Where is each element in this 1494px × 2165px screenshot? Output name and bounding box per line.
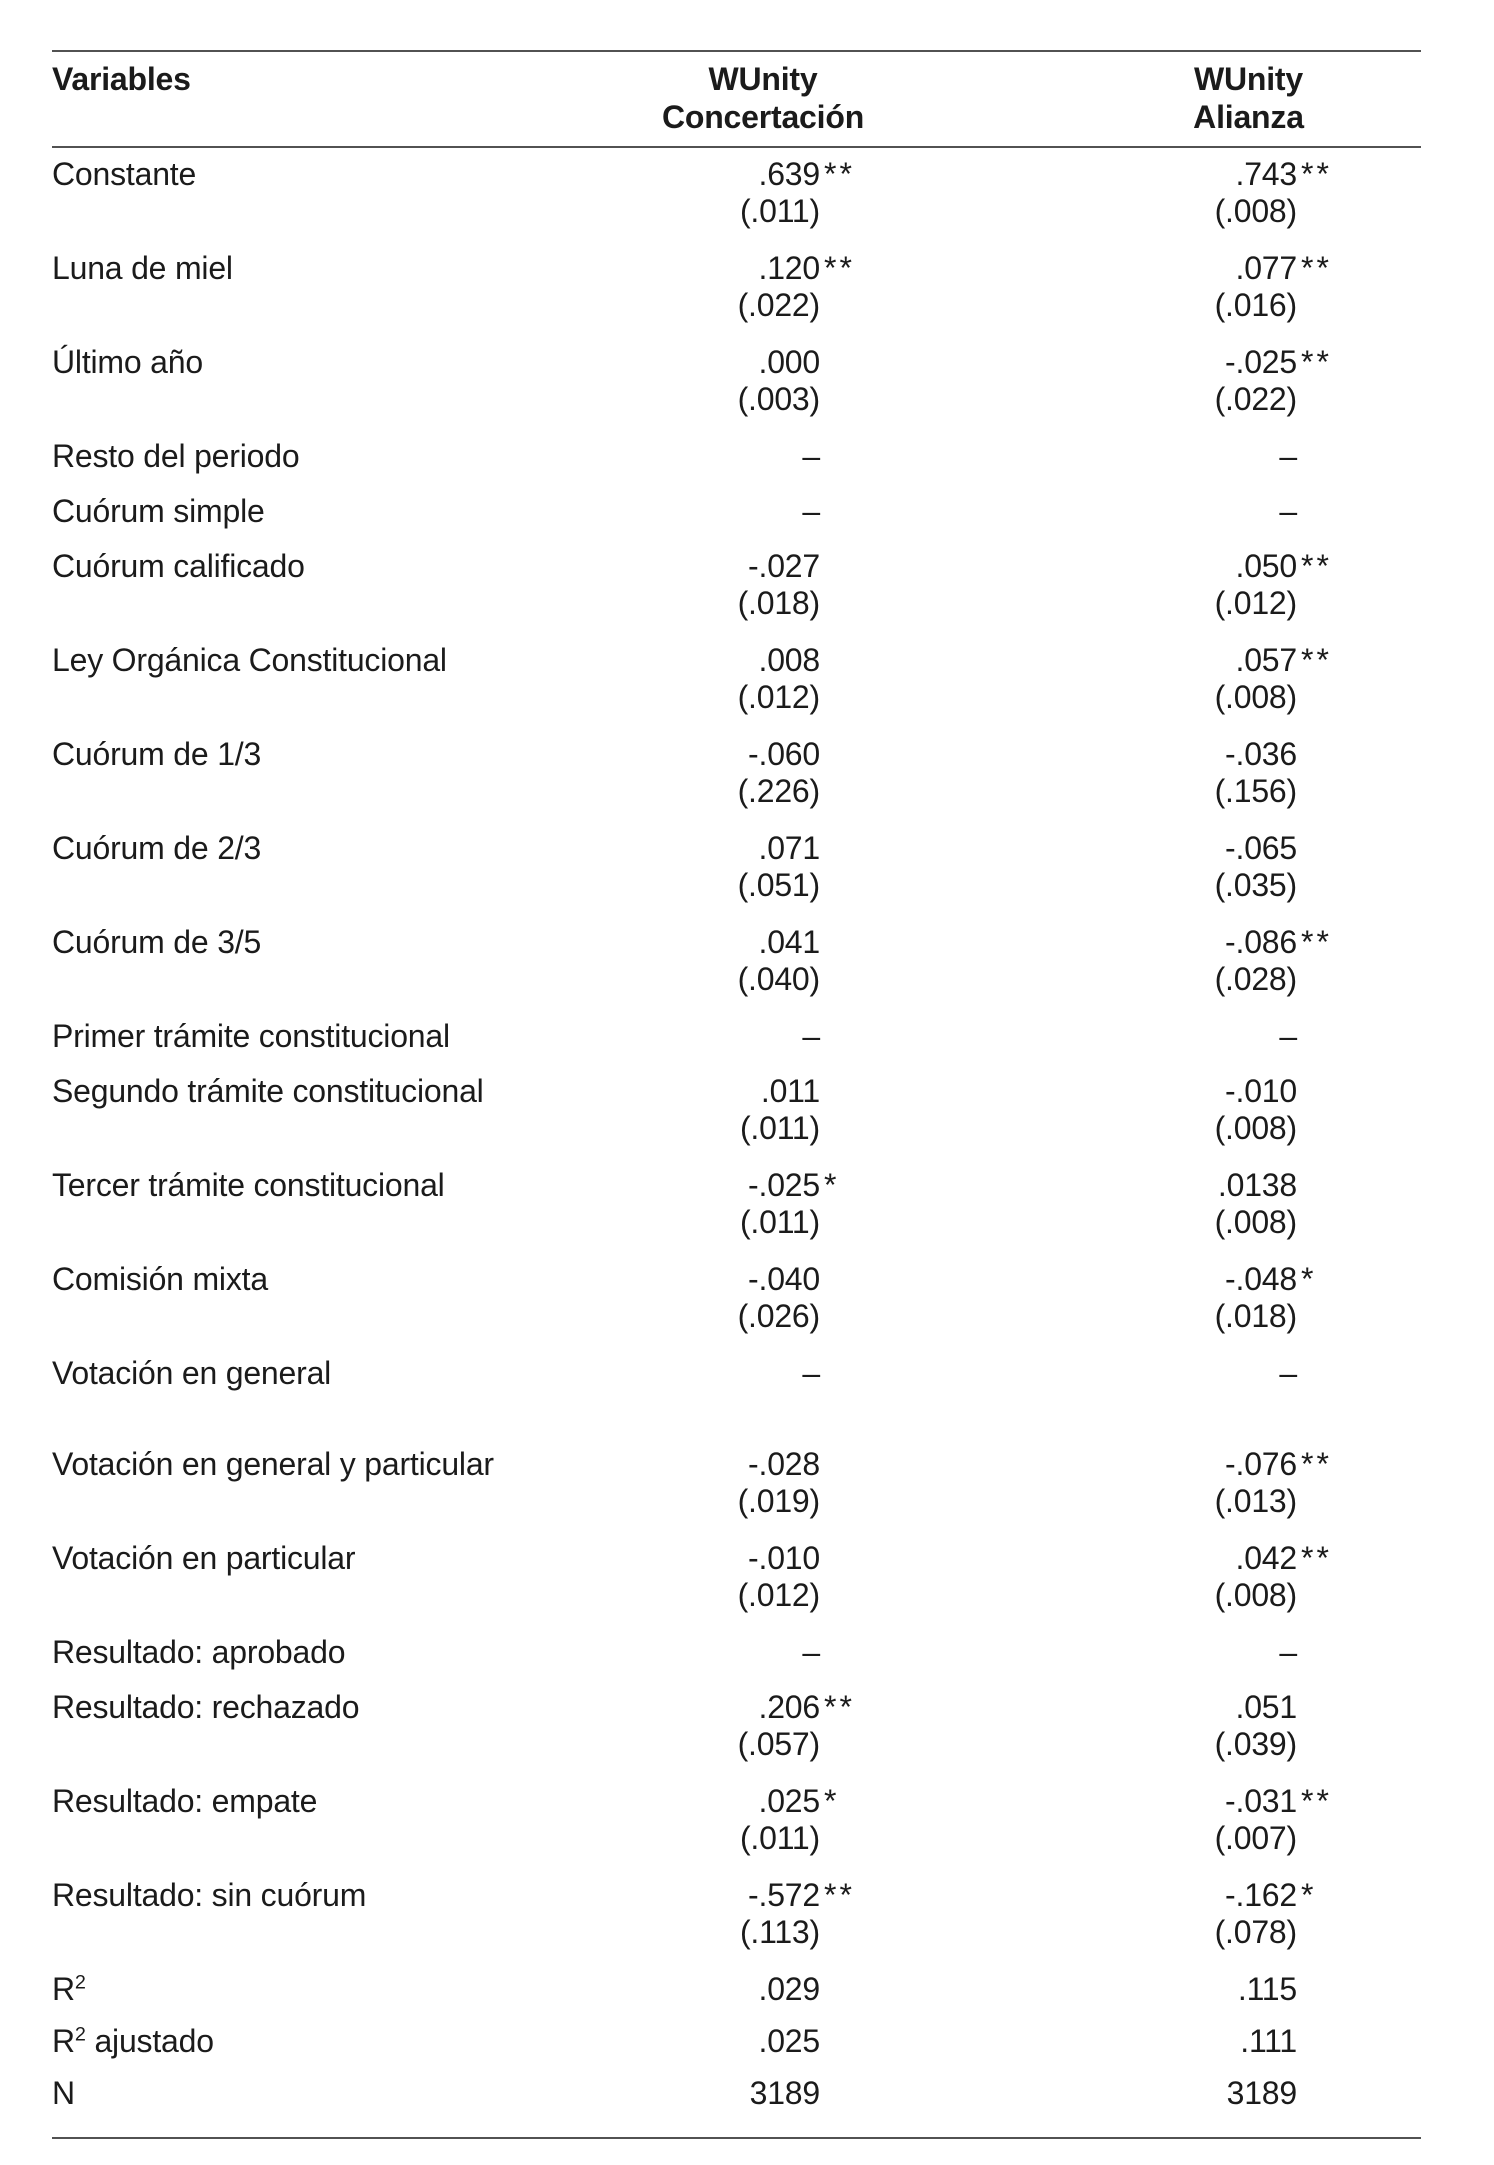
coefficient-line: -.025 * [748, 1167, 840, 1203]
value-cell-alianza [820, 642, 1421, 716]
coefficient-value: – [802, 1634, 820, 1670]
standard-error: (.035) [1214, 867, 1297, 903]
table-row [52, 830, 1421, 904]
coefficient-line [820, 2023, 1297, 2060]
variable-label: Resto del periodo [52, 438, 300, 474]
table-row [52, 1971, 1421, 2008]
coefficient-value: – [1279, 438, 1297, 474]
standard-error: (.039) [1214, 1726, 1297, 1762]
coefficient-value: .025 [758, 2023, 820, 2059]
value-cell-alianza [820, 1073, 1421, 1147]
table-row [52, 2023, 1421, 2060]
coefficient-line [502, 493, 820, 530]
value-cell-alianza [820, 493, 1421, 530]
coefficient-value: .115 [1237, 1971, 1297, 2007]
coefficient-value: -.076 [1225, 1446, 1297, 1482]
coefficient-value: .042 [1235, 1540, 1297, 1576]
value-cell-alianza [820, 2023, 1421, 2060]
coefficient-line: .077 ** [1235, 250, 1332, 286]
coefficient-value: .111 [1240, 2023, 1297, 2059]
standard-error: (.012) [737, 679, 820, 715]
value-cell-alianza [820, 1877, 1421, 1951]
variable-label: Ley Orgánica Constitucional [52, 642, 447, 678]
coefficient-value: -.572 [748, 1877, 820, 1913]
variable-label: Resultado: aprobado [52, 1634, 346, 1670]
value-cell-concertacion [502, 736, 820, 810]
coefficient-value: -.010 [748, 1540, 820, 1576]
coefficient-line [502, 1446, 820, 1483]
table-row [52, 1018, 1421, 1055]
standard-error: (.028) [1214, 961, 1297, 997]
value-cell-concertacion [502, 1540, 820, 1614]
coefficient-value: -.036 [1225, 736, 1297, 772]
standard-error: (.226) [737, 773, 820, 809]
column-header-line: Concertación [661, 99, 865, 135]
value-cell-concertacion [502, 1018, 820, 1055]
regression-table [52, 50, 1421, 2139]
table-row [52, 1446, 1421, 1520]
value-cell-concertacion [502, 830, 820, 904]
coefficient-line [820, 1167, 1297, 1204]
coefficient-line [502, 1355, 820, 1392]
table-row [52, 438, 1421, 475]
standard-error: (.022) [1214, 381, 1297, 417]
value-cell-concertacion [502, 250, 855, 324]
standard-error: (.156) [1214, 773, 1297, 809]
column-header-line: WUnity [1193, 61, 1303, 97]
value-cell-alianza [820, 830, 1421, 904]
value-cell-concertacion [502, 156, 855, 230]
coefficient-line [820, 438, 1297, 475]
standard-error: (.078) [1214, 1914, 1297, 1950]
table-row [52, 493, 1421, 530]
superscript: 2 [74, 1971, 86, 1994]
value-cell-alianza [820, 736, 1421, 810]
coefficient-value: .743 [1235, 156, 1297, 192]
value-cell-concertacion [502, 924, 820, 998]
coefficient-line [502, 548, 820, 585]
standard-error: (.011) [739, 1110, 820, 1146]
coefficient-value: – [802, 438, 820, 474]
coefficient-line [820, 1689, 1297, 1726]
coefficient-line: .050 ** [1235, 548, 1332, 584]
coefficient-value: – [802, 1355, 820, 1391]
variable-label: Cuórum calificado [52, 548, 305, 584]
coefficient-line [820, 830, 1297, 867]
standard-error: (.026) [737, 1298, 820, 1334]
coefficient-value: .071 [758, 830, 820, 866]
coefficient-line: .057 ** [1235, 642, 1332, 678]
value-cell-alianza [820, 1540, 1421, 1614]
value-cell-concertacion [502, 1971, 820, 2008]
coefficient-value: -.065 [1225, 830, 1297, 866]
coefficient-line [820, 1018, 1297, 1055]
value-cell-concertacion [502, 2023, 820, 2060]
coefficient-value: -.040 [748, 1261, 820, 1297]
coefficient-line [502, 1540, 820, 1577]
standard-error: (.008) [1214, 193, 1297, 229]
value-cell-alianza [820, 1261, 1421, 1335]
variable-label: Votación en general y particular [52, 1446, 494, 1482]
coefficient-line [502, 1971, 820, 2008]
coefficient-line: .639 ** [758, 156, 855, 192]
variable-label: Segundo trámite constitucional [52, 1073, 484, 1109]
coefficient-value: -.010 [1225, 1073, 1297, 1109]
coefficient-value: – [1279, 493, 1297, 529]
standard-error: (.012) [737, 1577, 820, 1613]
value-cell-alianza [820, 250, 1421, 324]
variable-label: Primer trámite constitucional [52, 1018, 450, 1054]
coefficient-value: -.025 [1225, 344, 1297, 380]
coefficient-value: 3189 [749, 2075, 820, 2111]
coefficient-line: -.048 * [1225, 1261, 1317, 1297]
value-cell-alianza [820, 924, 1421, 998]
variable-label: Cuórum de 2/3 [52, 830, 262, 866]
variable-label: $R^2$ [52, 1971, 86, 2007]
coefficient-value: – [802, 493, 820, 529]
value-cell-concertacion [502, 438, 820, 475]
coefficient-value: .029 [758, 1971, 820, 2007]
variable-label: Votación en particular [52, 1540, 356, 1576]
coefficient-line [502, 1261, 820, 1298]
standard-error: (.011) [739, 193, 820, 229]
table-row [52, 250, 1421, 324]
value-cell-alianza [820, 2075, 1421, 2112]
table-row [52, 1634, 1421, 1671]
coefficient-value: – [802, 1018, 820, 1054]
coefficient-line [820, 736, 1297, 773]
coefficient-line [820, 493, 1297, 530]
table-row [52, 344, 1421, 418]
coefficient-value: .0138 [1217, 1167, 1297, 1203]
coefficient-line [502, 642, 820, 679]
standard-error: (.013) [1214, 1483, 1297, 1519]
table-row [52, 642, 1421, 716]
table-row [52, 1783, 1421, 1857]
coefficient-value: -.025 [748, 1167, 820, 1203]
table-row [52, 1540, 1421, 1614]
coefficient-value: .051 [1235, 1689, 1297, 1725]
coefficient-value: 3189 [1226, 2075, 1297, 2111]
table-row [52, 1261, 1421, 1335]
standard-error: (.057) [737, 1726, 820, 1762]
coefficient-line [502, 344, 820, 381]
column-header-variables: Variables [52, 61, 191, 97]
table-header-row [52, 52, 1421, 148]
coefficient-value: .050 [1235, 548, 1297, 584]
coefficient-value: .077 [1235, 250, 1297, 286]
value-cell-alianza [820, 438, 1421, 475]
variable-label: Constante [52, 156, 197, 192]
table-row [52, 1355, 1421, 1392]
standard-error: (.011) [739, 1204, 820, 1240]
coefficient-value: – [1279, 1634, 1297, 1670]
value-cell-alianza [820, 1783, 1421, 1857]
coefficient-line: .120 ** [758, 250, 855, 286]
table-row [52, 1167, 1421, 1241]
standard-error: (.008) [1214, 1577, 1297, 1613]
column-header-wunity-concertacion [604, 60, 922, 136]
coefficient-line: -.076 ** [1225, 1446, 1332, 1482]
column-header-line: Alianza [1193, 99, 1304, 135]
coefficient-line [820, 1634, 1297, 1671]
variable-label: Cuórum de 1/3 [52, 736, 262, 772]
standard-error: (.019) [737, 1483, 820, 1519]
coefficient-value: .057 [1235, 642, 1297, 678]
value-cell-concertacion [502, 1689, 855, 1763]
value-cell-concertacion [502, 642, 820, 716]
variable-label: Resultado: rechazado [52, 1689, 360, 1725]
table-row [52, 1073, 1421, 1147]
coefficient-line [502, 736, 820, 773]
standard-error: (.040) [737, 961, 820, 997]
table-row [52, 1877, 1421, 1951]
table-row [52, 2075, 1421, 2112]
value-cell-concertacion [502, 548, 820, 622]
value-cell-alianza [820, 1018, 1421, 1055]
coefficient-line: -.162 * [1225, 1877, 1317, 1913]
coefficient-line: .025 * [758, 1783, 840, 1819]
variable-label: Resultado: sin cuórum [52, 1877, 367, 1913]
coefficient-value: .025 [758, 1783, 820, 1819]
value-cell-alianza [820, 344, 1421, 418]
coefficient-value: -.027 [748, 548, 820, 584]
standard-error: (.022) [737, 287, 820, 323]
value-cell-concertacion [502, 1355, 820, 1392]
superscript: 2 [74, 2023, 86, 2046]
variable-label: Resultado: empate [52, 1783, 318, 1819]
coefficient-line [820, 1971, 1297, 2008]
coefficient-line [502, 1073, 820, 1110]
value-cell-concertacion [502, 1783, 840, 1857]
coefficient-line [502, 2023, 820, 2060]
coefficient-line [502, 438, 820, 475]
standard-error: (.018) [1214, 1298, 1297, 1334]
standard-error: (.008) [1214, 679, 1297, 715]
value-cell-alianza [820, 1446, 1421, 1520]
variable-label: N [52, 2075, 75, 2111]
coefficient-value: .000 [758, 344, 820, 380]
value-cell-concertacion [502, 2075, 820, 2112]
value-cell-alianza [820, 1355, 1421, 1392]
standard-error: (.011) [739, 1820, 820, 1856]
standard-error: (.007) [1214, 1820, 1297, 1856]
coefficient-line: -.572 ** [748, 1877, 855, 1913]
coefficient-line [502, 1018, 820, 1055]
value-cell-concertacion [502, 1446, 820, 1520]
variable-label: Último año [52, 344, 203, 380]
variable-label: Cuórum simple [52, 493, 265, 529]
coefficient-line [502, 830, 820, 867]
coefficient-line: .042 ** [1235, 1540, 1332, 1576]
value-cell-alianza [820, 548, 1421, 622]
coefficient-value: .041 [758, 924, 820, 960]
table-row [52, 548, 1421, 622]
coefficient-value: -.028 [748, 1446, 820, 1482]
value-cell-concertacion [502, 1167, 840, 1241]
table-row [52, 156, 1421, 230]
column-header-wunity-alianza [948, 60, 1494, 136]
standard-error: (.003) [737, 381, 820, 417]
table-row [52, 736, 1421, 810]
coefficient-line [820, 2075, 1297, 2112]
coefficient-value: – [1279, 1355, 1297, 1391]
coefficient-line [502, 924, 820, 961]
coefficient-line: .206 ** [758, 1689, 855, 1725]
standard-error: (.008) [1214, 1204, 1297, 1240]
coefficient-value: .120 [758, 250, 820, 286]
coefficient-line: .743 ** [1235, 156, 1332, 192]
variable-label: Luna de miel [52, 250, 233, 286]
coefficient-line [502, 2075, 820, 2112]
variable-label: Tercer trámite constitucional [52, 1167, 445, 1203]
coefficient-value: -.086 [1225, 924, 1297, 960]
coefficient-line [820, 1073, 1297, 1110]
variable-label: Cuórum de 3/5 [52, 924, 262, 960]
coefficient-value: – [1279, 1018, 1297, 1054]
standard-error: (.113) [739, 1914, 820, 1950]
value-cell-alianza [820, 1634, 1421, 1671]
coefficient-value: .011 [760, 1073, 820, 1109]
value-cell-concertacion [502, 493, 820, 530]
value-cell-concertacion [502, 344, 820, 418]
table-body [52, 148, 1421, 2112]
coefficient-line: -.031 ** [1225, 1783, 1332, 1819]
value-cell-alianza [820, 1971, 1421, 2008]
coefficient-value: -.162 [1225, 1877, 1297, 1913]
coefficient-line: -.086 ** [1225, 924, 1332, 960]
value-cell-alianza [820, 1167, 1421, 1241]
coefficient-line [502, 1634, 820, 1671]
coefficient-value: .206 [758, 1689, 820, 1725]
coefficient-line [820, 1355, 1297, 1392]
variable-label: $R^2$ ajustado [52, 2023, 214, 2059]
coefficient-value: .008 [758, 642, 820, 678]
variable-label: Votación en general [52, 1355, 332, 1391]
coefficient-value: .639 [758, 156, 820, 192]
value-cell-concertacion [502, 1073, 820, 1147]
value-cell-concertacion [502, 1877, 855, 1951]
standard-error: (.051) [737, 867, 820, 903]
coefficient-value: -.060 [748, 736, 820, 772]
value-cell-concertacion [502, 1634, 820, 1671]
coefficient-value: -.048 [1225, 1261, 1297, 1297]
standard-error: (.016) [1214, 287, 1297, 323]
value-cell-concertacion [502, 1261, 820, 1335]
coefficient-value: -.031 [1225, 1783, 1297, 1819]
variable-label: Comisión mixta [52, 1261, 268, 1297]
column-header-line: WUnity [708, 61, 818, 97]
coefficient-line: -.025 ** [1225, 344, 1332, 380]
standard-error: (.008) [1214, 1110, 1297, 1146]
table-row [52, 924, 1421, 998]
value-cell-alianza [820, 156, 1421, 230]
standard-error: (.018) [737, 585, 820, 621]
value-cell-alianza [820, 1689, 1421, 1763]
standard-error: (.012) [1214, 585, 1297, 621]
table-row [52, 1689, 1421, 1763]
